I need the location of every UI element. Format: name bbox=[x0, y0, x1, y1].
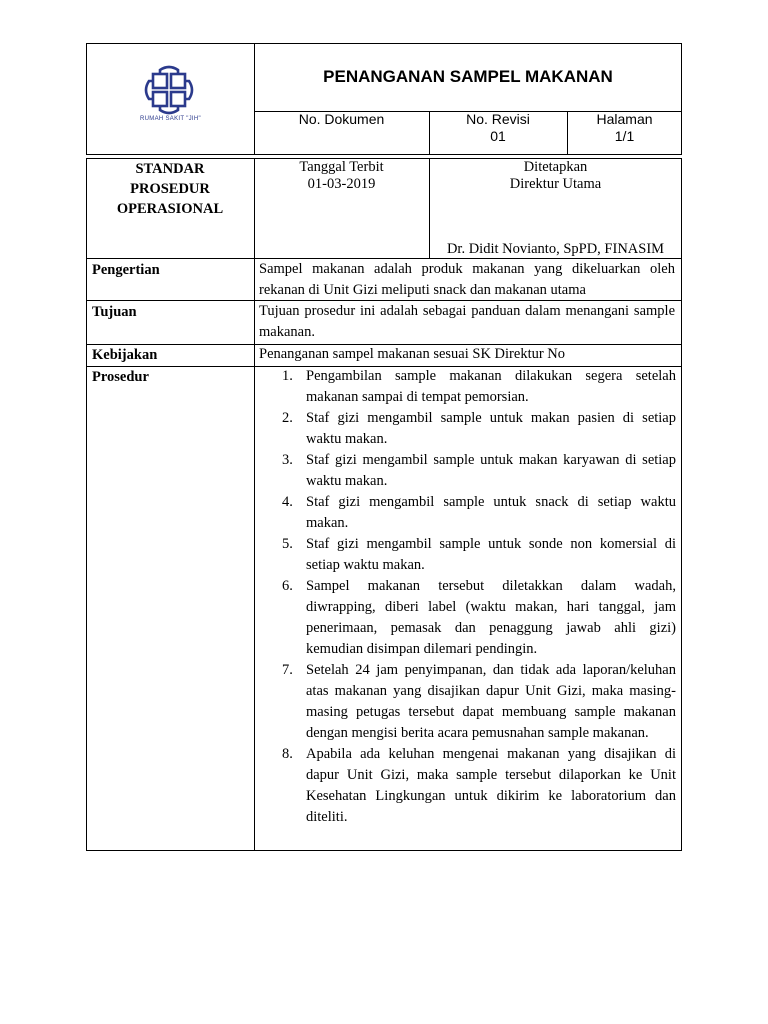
tanggal-terbit-label: Tanggal Terbit bbox=[299, 159, 384, 175]
sop-label-line3: OPERASIONAL bbox=[116, 201, 224, 217]
hospital-logo bbox=[87, 44, 254, 154]
list-item-number: 6. bbox=[282, 578, 293, 594]
ditetapkan bbox=[429, 159, 682, 193]
list-item-text: Staf gizi mengambil sample untuk makan pasien di setiap waktu makan. bbox=[306, 410, 676, 447]
list-item bbox=[258, 408, 676, 450]
list-item bbox=[258, 492, 676, 534]
signatory-name: Dr. Didit Novianto, SpPD, FINASIM bbox=[446, 241, 665, 257]
list-item-number: 8. bbox=[282, 746, 293, 762]
list-item-text: Staf gizi mengambil sample untuk sonde non komersial di setiap waktu makan. bbox=[306, 536, 676, 573]
list-item bbox=[258, 534, 676, 576]
list-item-number: 4. bbox=[282, 494, 293, 510]
list-item-text: Setelah 24 jam penyimpanan, dan tidak ada laporan/keluhan atas makanan yang disajikan dapur Unit Gizi, maka masing-masing petugas tersebut dapat membuang sample makanan dengan mengisi berita acara pemusnahan sample makanan. bbox=[306, 662, 676, 741]
list-item-number: 1. bbox=[282, 368, 293, 384]
list-item bbox=[258, 366, 676, 408]
ditetapkan-label: Ditetapkan bbox=[523, 159, 588, 175]
kebijakan-text: Penanganan sampel makanan sesuai SK Direktur No bbox=[259, 346, 566, 362]
no-revisi-value: 01 bbox=[490, 128, 506, 144]
list-item-text: Staf gizi mengambil sample untuk snack di setiap waktu makan. bbox=[306, 494, 676, 531]
no-revisi-label: No. Revisi bbox=[466, 111, 530, 127]
logo-text: RUMAH SAKIT "JIH" bbox=[140, 116, 201, 122]
tujuan-text: Tujuan prosedur ini adalah sebagai panduan dalam menangani sample makanan. bbox=[259, 303, 675, 340]
list-item-text: Apabila ada keluhan mengenai makanan yang disajikan di dapur Unit Gizi, maka sample tersebut dilaporkan ke Unit Kesehatan Lingkungan untuk dikirim ke laboratorium dan diteliti. bbox=[306, 746, 676, 825]
list-item-text: Pengambilan sample makanan dilakukan segera setelah makanan sampai di tempat pemorsian. bbox=[306, 368, 676, 405]
list-item-number: 3. bbox=[282, 452, 293, 468]
tujuan-label: Tujuan bbox=[92, 304, 137, 320]
label-column-divider bbox=[254, 158, 255, 851]
document-title: PENANGANAN SAMPEL MAKANAN bbox=[323, 67, 613, 86]
sop-label-line1: STANDAR bbox=[135, 161, 205, 177]
list-item bbox=[258, 450, 676, 492]
tanggal-terbit-value: 01-03-2019 bbox=[307, 176, 376, 192]
list-item-number: 7. bbox=[282, 662, 293, 678]
tanggal-terbit bbox=[254, 159, 429, 193]
sop-label bbox=[86, 159, 254, 219]
list-item bbox=[258, 744, 676, 828]
kebijakan-label: Kebijakan bbox=[92, 347, 158, 363]
logo-icon bbox=[87, 44, 254, 119]
list-item-text: Staf gizi mengambil sample untuk makan karyawan di setiap waktu makan. bbox=[306, 452, 676, 489]
halaman-label: Halaman bbox=[596, 111, 653, 127]
header-divider bbox=[254, 43, 255, 155]
list-item bbox=[258, 660, 676, 744]
sop-label-line2: PROSEDUR bbox=[130, 181, 210, 197]
list-item-number: 5. bbox=[282, 536, 293, 552]
list-item-number: 2. bbox=[282, 410, 293, 426]
no-dokumen-label: No. Dokumen bbox=[298, 111, 385, 127]
pengertian-text: Sampel makanan adalah produk makanan yang dikeluarkan oleh rekanan di Unit Gizi meliputi snack dan makanan utama bbox=[259, 261, 675, 298]
prosedur-label: Prosedur bbox=[92, 369, 149, 385]
list-item bbox=[258, 576, 676, 660]
ditetapkan-role: Direktur Utama bbox=[509, 176, 602, 192]
prosedur-list bbox=[258, 366, 676, 828]
halaman-value: 1/1 bbox=[614, 128, 635, 144]
list-item-text: Sampel makanan tersebut diletakkan dalam wadah, diwrapping, diberi label (waktu makan, hari tanggal, jam penerimaan, pemasak dan penaggung jawab ahli gizi) kemudian disimpan dilemari pendingin. bbox=[306, 578, 676, 657]
pengertian-label: Pengertian bbox=[92, 262, 160, 278]
